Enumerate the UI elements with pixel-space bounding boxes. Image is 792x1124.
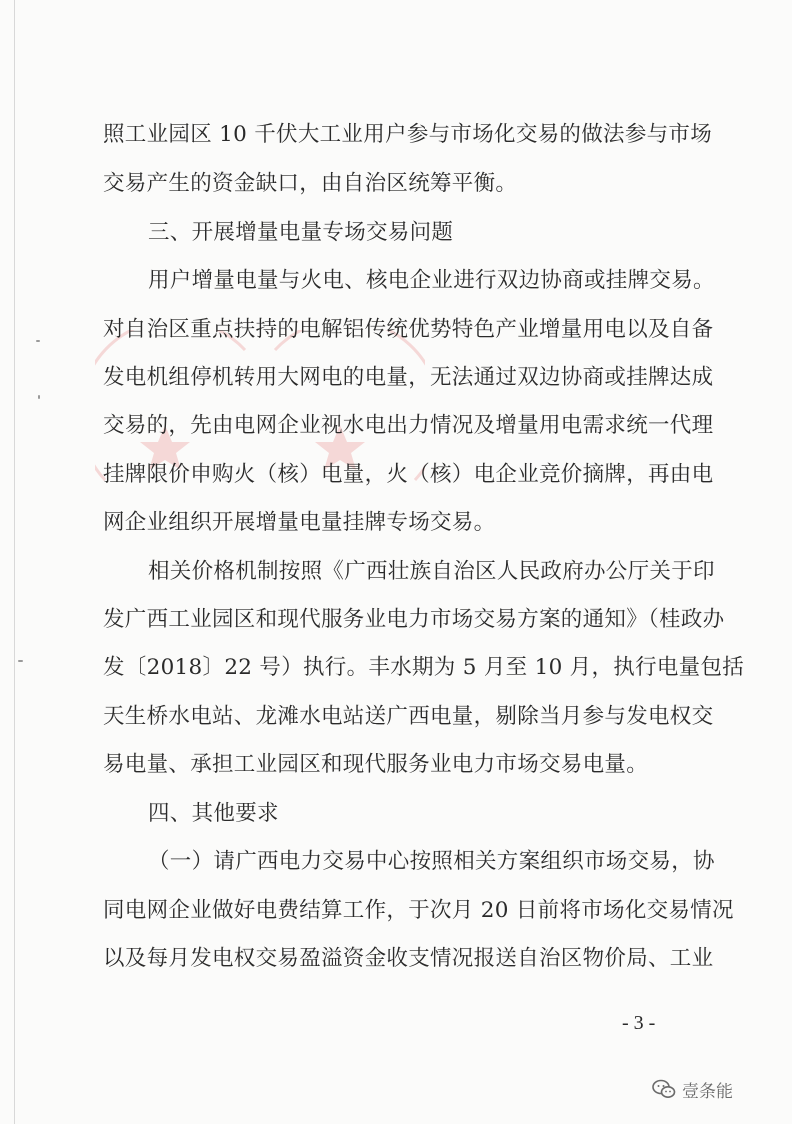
body-line: 照工业园区 10 千伏大工业用户参与市场化交易的做法参与市场	[103, 122, 713, 147]
body-line: 相关价格机制按照《广西壮族自治区人民政府办公厅关于印	[148, 559, 715, 584]
body-line: 易电量、承担工业园区和现代服务业电力市场交易电量。	[103, 752, 649, 777]
body-line: 同电网企业做好电费结算工作，于次月 20 日前将市场化交易情况	[103, 898, 734, 923]
body-line: 发广西工业园区和现代服务业电力市场交易方案的通知》（桂政办	[103, 607, 725, 632]
body-line: 发〔2018〕22 号）执行。丰水期为 5 月至 10 月，执行电量包括	[103, 655, 745, 680]
body-line: 交易产生的资金缺口，由自治区统筹平衡。	[103, 171, 518, 196]
body-line: 以及每月发电权交易盈溢资金收支情况报送自治区物价局、工业	[103, 946, 714, 971]
body-line: 用户增量电量与火电、核电企业进行双边协商或挂牌交易。	[148, 268, 715, 293]
body-line: 对自治区重点扶持的电解铝传统优势特色产业增量用电以及自备	[103, 317, 714, 342]
body-line: 发电机组停机转用大网电的电量，无法通过双边协商或挂牌达成	[103, 365, 714, 390]
body-line: 挂牌限价申购火（核）电量，火（核）电企业竞价摘牌，再由电	[103, 462, 714, 487]
wechat-watermark	[652, 1076, 733, 1102]
scan-speck	[38, 395, 40, 399]
page-number: - 3 -	[622, 1012, 656, 1034]
scan-speck	[18, 660, 23, 662]
body-line: 网企业组织开展增量电量挂牌专场交易。	[103, 510, 496, 535]
body-line: 天生桥水电站、龙滩水电站送广西电量，剔除当月参与发电权交	[103, 704, 714, 729]
wechat-icon	[652, 1078, 676, 1100]
scan-speck	[36, 340, 40, 342]
page-edge	[14, 0, 15, 1124]
watermark-label: 壹条能	[682, 1081, 733, 1102]
section-heading: 四、其他要求	[148, 801, 279, 826]
section-heading: 三、开展增量电量专场交易问题	[148, 220, 454, 245]
body-line: 交易的，先由电网企业视水电出力情况及增量用电需求统一代理	[103, 413, 714, 438]
body-line: （一）请广西电力交易中心按照相关方案组织市场交易，协	[148, 849, 715, 874]
